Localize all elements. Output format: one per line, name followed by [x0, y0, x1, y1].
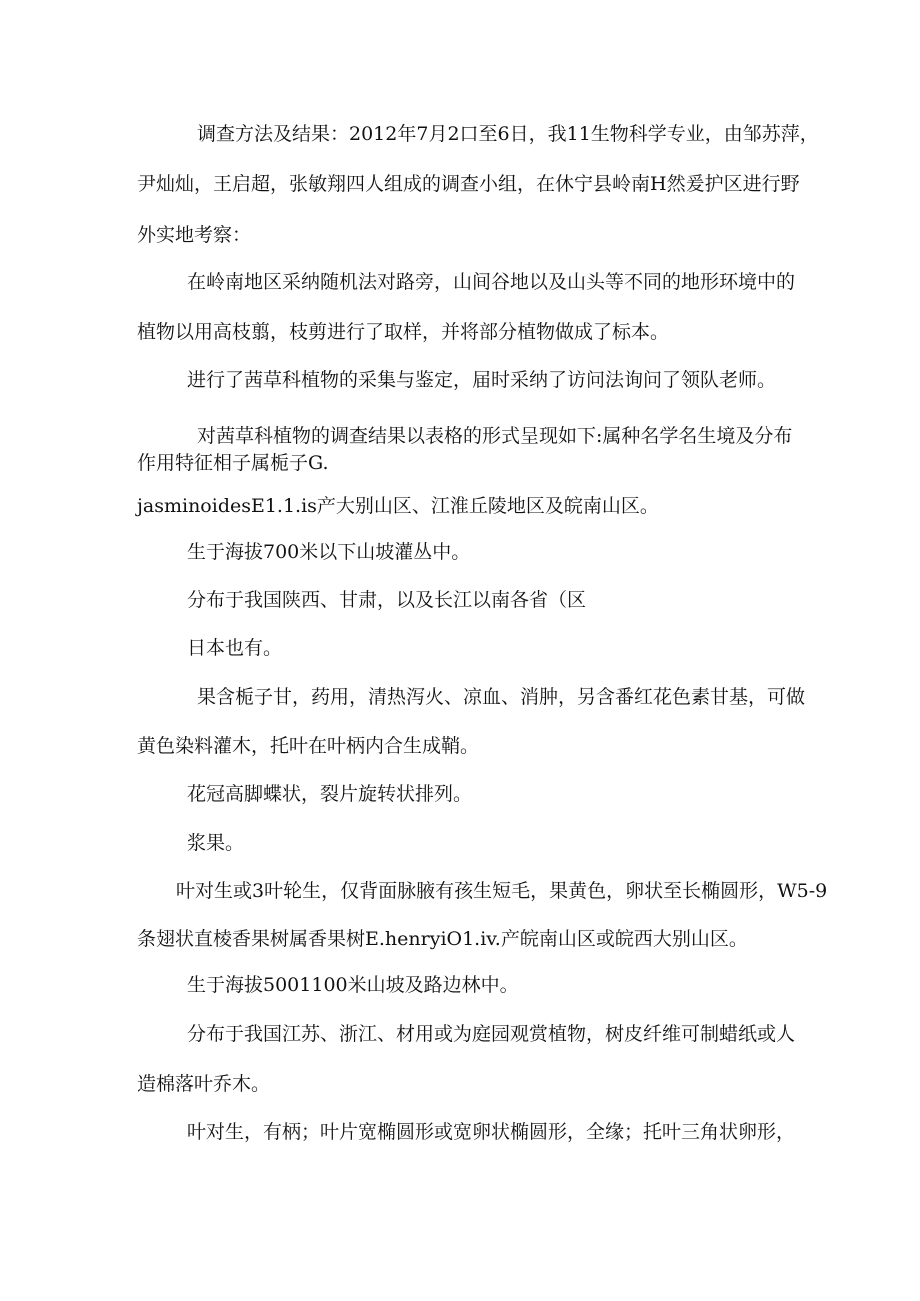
- text-line-17: 叶对生或3叶轮生，仅背面脉腋有孩生短毛，果黄色，卵状至长椭圆形，W5-9: [176, 880, 828, 902]
- text-line-19: 生于海拔5001100米山坡及路边林中。: [187, 974, 519, 996]
- text-line-12: 日本也有。: [187, 637, 283, 659]
- text-line-2: 尹灿灿，王启超，张敏翔四人组成的调查小组，在休宁县岭南H然爰护区进行野: [137, 173, 800, 195]
- text-line-18: 条翅状直棱香果树属香果树E.henryiO1.iv.产皖南山区或皖西大别山区。: [137, 928, 748, 950]
- text-line-16: 浆果。: [187, 832, 245, 854]
- text-line-8: 作用特征相子属栀子G.: [137, 452, 329, 474]
- text-line-11: 分布于我国陕西、甘肃，以及长江以南各省（区: [187, 589, 587, 611]
- text-line-1: 调查方法及结果：2012年7月2口至6日，我11生物科学专业，由邹苏萍，: [197, 123, 819, 145]
- text-line-22: 叶对生，有柄；叶片宽椭圆形或宽卵状椭圆形，全缘；托叶三角状卵形，: [187, 1121, 796, 1143]
- text-line-21: 造棉落叶乔木。: [137, 1073, 271, 1095]
- text-line-7: 对茜草科植物的调查结果以表格的形式呈现如下:属种名学名生境及分布: [197, 425, 793, 447]
- text-line-5: 植物以用高枝翦，枝剪进行了取样，并将部分植物做成了标本。: [137, 321, 670, 343]
- text-line-10: 生于海拔700米以下山坡灌丛中。: [187, 541, 471, 563]
- text-line-15: 花冠高脚蝶状，裂片旋转状排列。: [187, 783, 473, 805]
- text-line-20: 分布于我国江苏、浙江、材用或为庭园观赏植物，树皮纤维可制蜡纸或人: [187, 1023, 796, 1045]
- text-line-6: 进行了茜草科植物的采集与鉴定，届时采纳了访问法询问了领队老师。: [187, 369, 777, 391]
- text-line-3: 外实地考察：: [137, 224, 252, 246]
- text-line-4: 在岭南地区采纳随机法对路旁，山间谷地以及山头等不同的地形环境中的: [187, 271, 796, 293]
- text-line-13: 果含栀子甘，药用，清热泻火、凉血、消肿，另含番红花色素甘基，可做: [197, 686, 806, 708]
- text-line-14: 黄色染料灌木，托叶在叶柄内合生成鞘。: [137, 735, 480, 757]
- text-line-9: jasminoidesE1.1.is产大别山区、江淮丘陵地区及皖南山区。: [137, 495, 659, 517]
